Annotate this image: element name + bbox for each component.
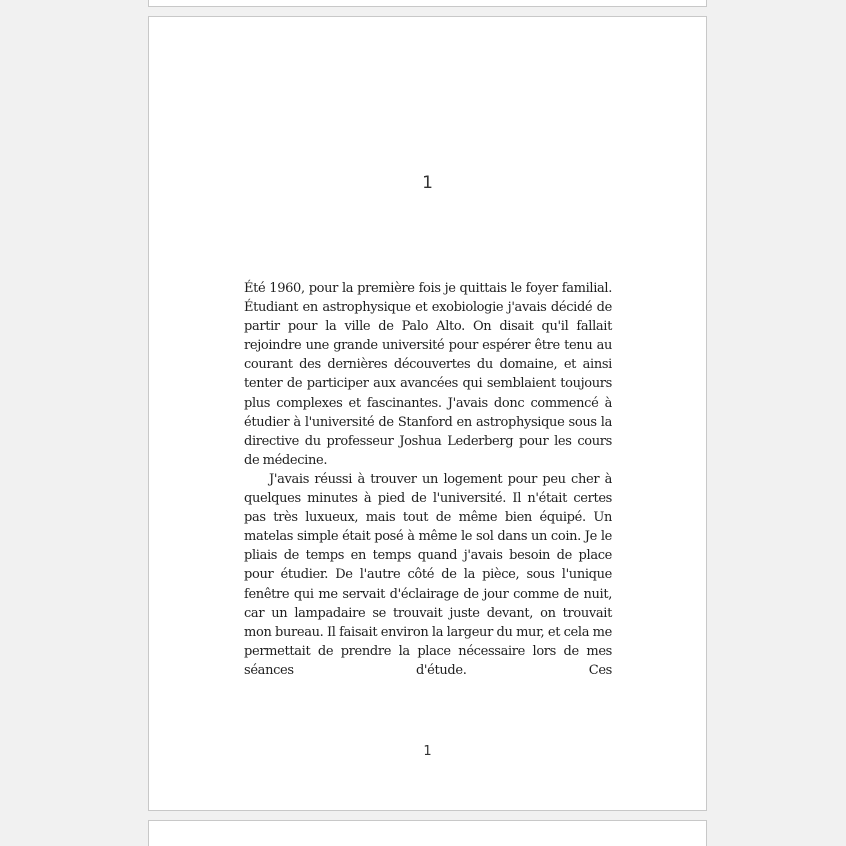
chapter-number: 1 [422, 173, 433, 193]
page-number: 1 [423, 744, 432, 759]
paragraph-2: J'avais réussi à trouver un logement pour peu cher à quelques minutes à pied de l'université. Il n'était certes pas très luxueux, mais tout de même bien équipé. Un matelas simple était posé à même le sol dans un coin. Je le pliais de temps en temps quand j'avais besoin de place pour étudier. De l'autre côté de la pièce, sous l'unique fenêtre qui me servait d'éclairage de jour comme de nuit, car un lampadaire se trouvait juste devant, on trouvait mon bureau. Il faisait environ la largeur du mur, et cela me permettait de prendre la place nécessaire lors de mes séances d'étude. Ces [244, 471, 612, 678]
paragraph-1: Été 1960, pour la première fois je quittais le foyer familial. Étudiant en astrophysique et exobiologie j'avais décidé de partir pour la ville de Palo Alto. On disait qu'il fallait rejoindre une grande université pour espérer être tenu au courant des dernières découvertes du domaine, et ainsi tenter de participer aux avancées qui semblaient toujours plus complexes et fascinantes. J'avais donc commencé à étudier à l'université de Stanford en astrophysique sous la directive du professeur Joshua Lederberg pour les cours de médecine. [244, 281, 612, 468]
current-page[interactable] [148, 16, 707, 811]
next-page[interactable] [148, 820, 707, 846]
page-body-text [244, 279, 612, 680]
previous-page[interactable] [148, 0, 707, 7]
